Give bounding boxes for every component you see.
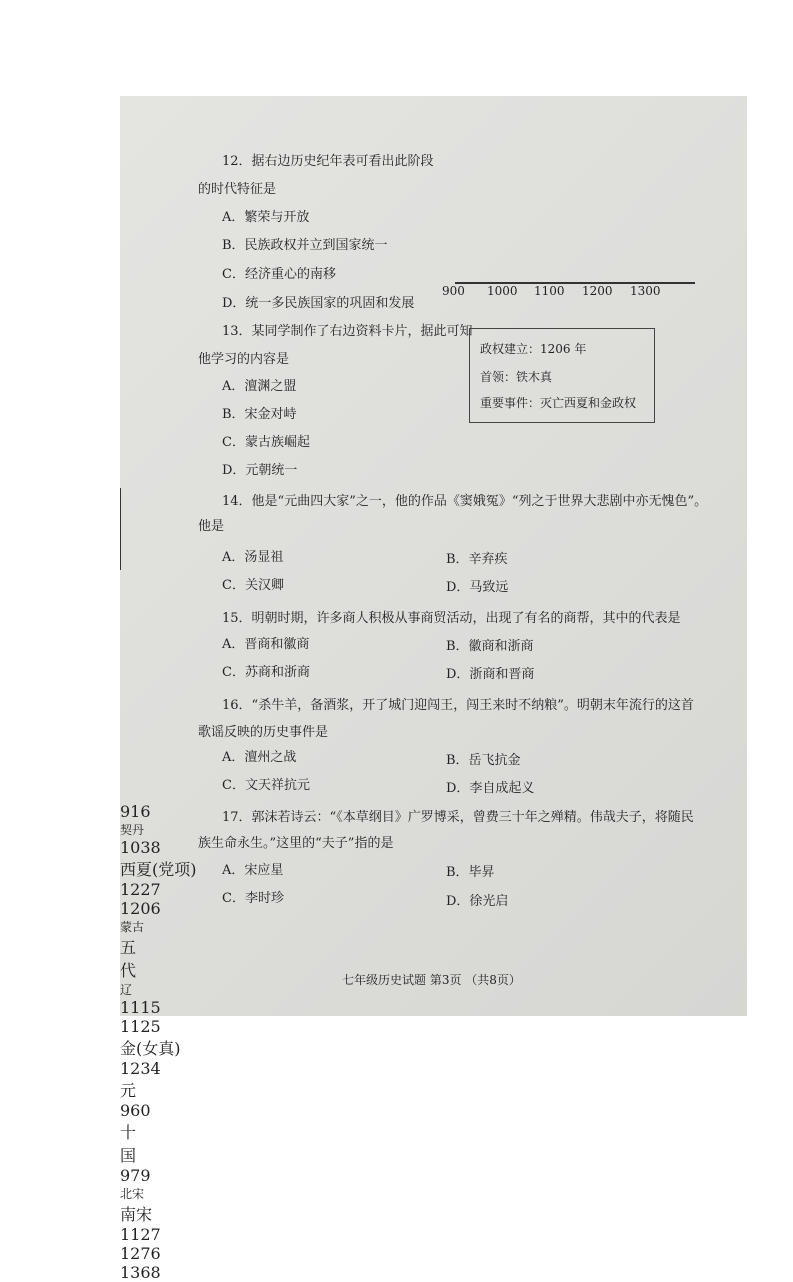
axis-tick-1000: 1000 [487,284,518,298]
exam-page [120,96,747,1282]
q14-option-a: A．汤显祖 [222,550,284,565]
nansong-block [120,764,192,802]
label-979: 979 [120,1166,151,1185]
label-menggu: 蒙古 [120,920,145,934]
label-1234: 1234 [120,1059,161,1078]
q17-stem-line2: 族生命永生。”这里的“夫子”指的是 [198,836,394,851]
liao-block [120,228,177,310]
q15-option-a: A．晋商和徽商 [222,637,310,652]
label-1125: 1125 [120,1017,161,1036]
shiguo-block [120,670,142,712]
card-line-2: 首领：铁木真 [480,370,553,384]
wudai-block [120,618,142,670]
q16-stem-line1: 16．“杀牛羊，备酒浆，开了城门迎闯王，闯王来时不纳粮”。明朝末年流行的这首 [222,698,694,713]
label-jin: 金(女真) [120,1039,181,1058]
label-shiguo-1: 十 [120,1123,137,1142]
q14-option-b: B．辛弃疾 [446,552,508,567]
q13-option-a: A．澶渊之盟 [222,379,297,394]
label-1038: 1038 [120,838,161,857]
page-footer: 七年级历史试题 第3页 （共8页） [342,973,521,987]
q12-stem-line2: 的时代特征是 [198,182,277,197]
q16-option-a: A．澶州之战 [222,750,297,765]
label-nansong: 南宋 [120,1205,153,1224]
label-1227: 1227 [120,880,161,899]
q12-stem-line1: 12．据右边历史纪年表可看出此阶段 [222,154,434,169]
liao-body [120,310,178,442]
q13-option-c: C．蒙古族崛起 [222,435,310,450]
card-line-3: 重要事件：灭亡西夏和金政权 [480,396,637,410]
q15-stem-line1: 15．明朝时期，许多商人积极从事商贸活动，出现了有名的商帮，其中的代表是 [222,611,681,626]
q13-option-b: B．宋金对峙 [222,407,297,422]
axis-tick-1300: 1300 [630,284,661,298]
q17-option-b: B．毕昇 [446,865,495,880]
q17-option-c: C．李时珍 [222,891,284,906]
q17-option-a: A．宋应星 [222,863,284,878]
q15-option-b: B．徽商和浙商 [446,639,534,654]
q13-stem-line1: 13．某同学制作了右边资料卡片，据此可知 [222,324,473,339]
axis-tick-1100: 1100 [534,284,565,298]
label-1206: 1206 [120,899,161,918]
label-shiguo-2: 国 [120,1146,137,1165]
q15-option-d: D．浙商和晋商 [446,667,535,682]
chronology-table [120,96,747,1282]
beisong-block [120,712,198,764]
q17-option-d: D．徐光启 [446,894,509,909]
label-liao: 辽 [120,983,133,997]
axis-tick-900: 900 [442,284,465,298]
q16-stem-line2: 歌谣反映的历史事件是 [198,725,329,740]
card-line-1: 政权建立：1206 年 [480,342,587,356]
q14-option-c: C．关汉卿 [222,578,284,593]
label-xixia: 西夏(党项) [120,860,197,879]
label-qidan: 契丹 [120,823,145,837]
xixia-block [120,442,202,488]
q15-option-c: C．苏商和浙商 [222,665,310,680]
label-1115: 1115 [120,998,161,1017]
q14-stem-line1: 14．他是“元曲四大家”之一，他的作品《窦娥冤》“列之于世界大悲剧中亦无愧色”。 [222,494,708,509]
q12-option-b: B．民族政权并立到国家统一 [222,238,388,253]
label-wudai-2: 代 [120,961,137,980]
q17-stem-line1: 17．郭沫若诗云：“《本草纲目》广罗博采，曾费三十年之殚精。伟哉夫子，将随民 [222,810,694,825]
q14-stem-line2: 他是 [198,519,225,534]
label-960: 960 [120,1101,151,1120]
resource-card [469,328,655,423]
q13-option-d: D．元朝统一 [222,463,298,478]
label-1368: 1368 [120,1263,161,1282]
jin-block [120,570,178,618]
q12-option-d: D．统一多民族国家的巩固和发展 [222,296,415,311]
label-beisong: 北宋 [120,1187,145,1201]
label-1276: 1276 [120,1244,161,1263]
label-916: 916 [120,802,151,821]
q16-option-c: C．文天祥抗元 [222,778,310,793]
q13-stem-line2: 他学习的内容是 [198,352,290,367]
label-wudai-1: 五 [120,938,137,957]
menggu-block [120,488,175,570]
q14-option-d: D．马致远 [446,580,509,595]
label-1127: 1127 [120,1225,161,1244]
axis-tick-1200: 1200 [582,284,613,298]
q12-option-a: A．繁荣与开放 [222,210,310,225]
q16-option-b: B．岳飞抗金 [446,753,521,768]
q16-option-d: D．李自成起义 [446,781,535,796]
label-yuan: 元 [120,1081,137,1100]
q12-option-c: C．经济重心的南移 [222,267,336,282]
